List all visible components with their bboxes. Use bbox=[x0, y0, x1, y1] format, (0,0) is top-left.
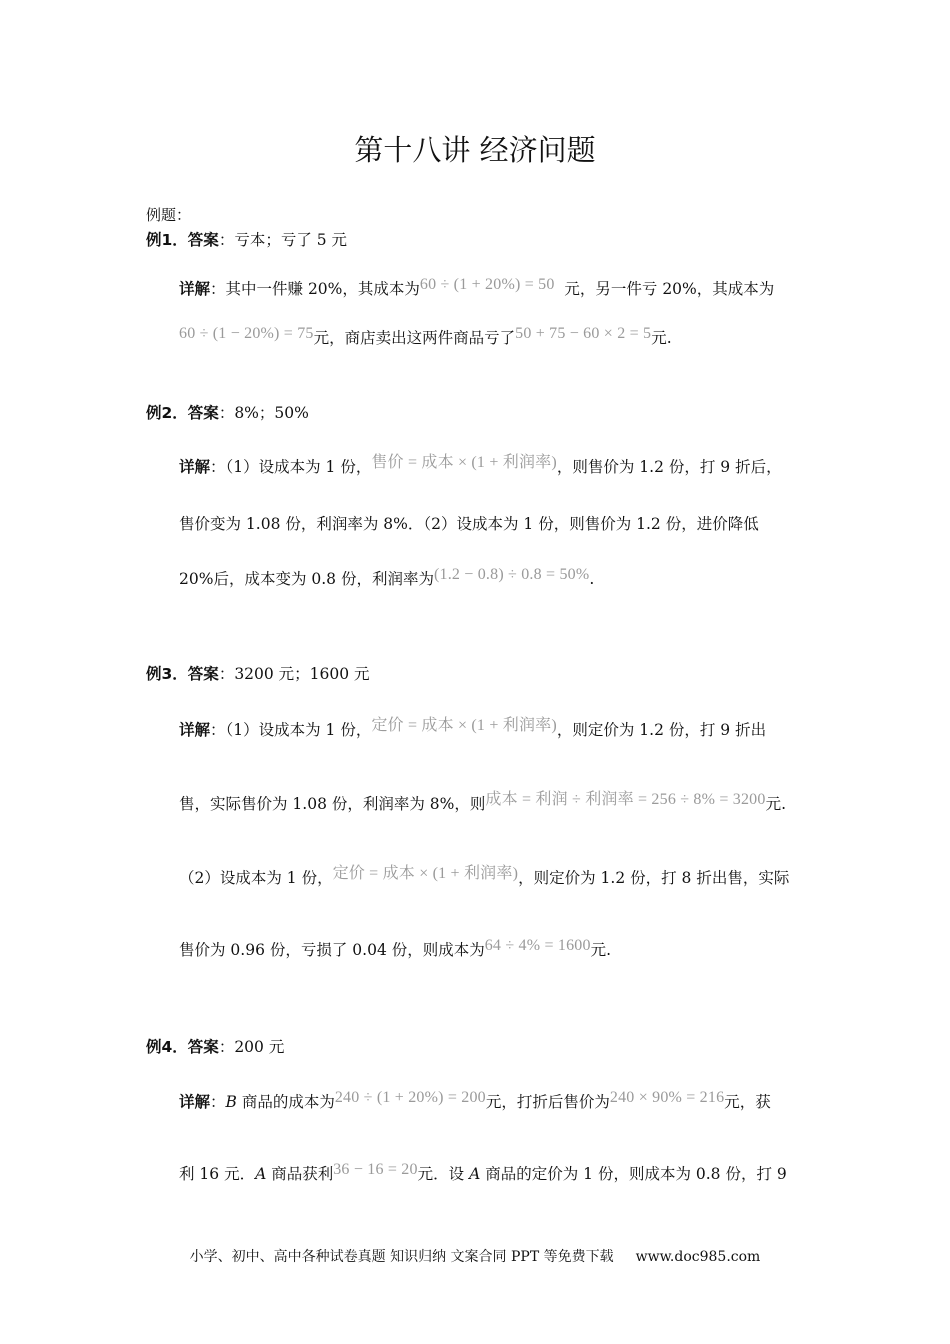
text: 元，商店卖出这两件商品亏了 bbox=[313, 329, 516, 347]
text: ，则售价为 1.2 份，打 9 折后， bbox=[556, 458, 782, 476]
variable: B bbox=[225, 1093, 237, 1111]
text: ：（1）设成本为 1 份， bbox=[210, 458, 372, 476]
text: ，则定价为 1.2 份，打 8 折出售，实际 bbox=[518, 869, 790, 887]
formula: 定价 = 成本 × (1 + 利润率) bbox=[332, 865, 519, 882]
detail-label: 详解 bbox=[179, 458, 211, 476]
example-2-detail-line-2: 售价变为 1.08 份，利润率为 8%．（2）设成本为 1 份，则售价为 1.2 份，进价降低 bbox=[179, 515, 759, 533]
example-1-answer bbox=[146, 228, 347, 250]
answer-text: ：亏本；亏了 5 元 bbox=[218, 231, 348, 249]
example-1-detail-line-2 bbox=[179, 326, 672, 348]
text: 商品的定价为 1 份，则成本为 0.8 份，打 9 bbox=[480, 1165, 787, 1183]
formula: 50 + 75 − 60 × 2 = 5 bbox=[515, 325, 652, 342]
answer-label: 答案 bbox=[187, 665, 219, 683]
formula: (1.2 − 0.8) ÷ 0.8 = 50% bbox=[433, 566, 590, 583]
text: ： bbox=[210, 1093, 226, 1111]
formula: 240 × 90% = 216 bbox=[609, 1089, 725, 1106]
example-3-answer bbox=[146, 662, 370, 684]
formula: 售价 = 成本 × (1 + 利润率) bbox=[371, 454, 557, 471]
example-4-answer bbox=[146, 1035, 284, 1057]
text: 元. bbox=[590, 941, 612, 959]
answer-label: 答案 bbox=[187, 1038, 219, 1056]
formula: 60 ÷ (1 + 20%) = 50 bbox=[419, 276, 555, 293]
example-3-detail-line-3 bbox=[179, 865, 789, 888]
variable: A bbox=[255, 1165, 267, 1183]
text: 利 16 元． bbox=[179, 1165, 256, 1183]
example-2-detail-line-3 bbox=[179, 567, 594, 589]
formula: 36 − 16 = 20 bbox=[333, 1161, 418, 1178]
example-3-detail-line-4 bbox=[179, 938, 611, 960]
footer-text: 小学、初中、高中各种试卷真题 知识归纳 文案合同 PPT 等免费下载 bbox=[189, 1249, 614, 1265]
text: ：（1）设成本为 1 份， bbox=[210, 721, 372, 739]
formula: 60 ÷ (1 − 20%) = 75 bbox=[179, 325, 314, 342]
detail-label: 详解 bbox=[179, 1093, 211, 1111]
text: 售，实际售价为 1.08 份，利润率为 8%，则 bbox=[179, 795, 486, 813]
answer-label: 答案 bbox=[187, 231, 219, 249]
footer bbox=[0, 1246, 950, 1266]
example-3-detail-line-2 bbox=[179, 791, 786, 814]
answer-text: ：3200 元；1600 元 bbox=[218, 665, 370, 683]
answer-text: ：200 元 bbox=[218, 1038, 285, 1056]
text: 商品获利 bbox=[266, 1165, 334, 1183]
formula: 成本 = 利润 ÷ 利润率 = 256 ÷ 8% = 3200 bbox=[485, 791, 766, 808]
text: 元，获 bbox=[724, 1093, 771, 1111]
example-3-detail-line-1 bbox=[179, 717, 766, 740]
text: . bbox=[589, 570, 595, 588]
text: 元. bbox=[651, 329, 672, 347]
answer-label: 答案 bbox=[187, 404, 219, 422]
text: 元，打折后售价为 bbox=[485, 1093, 610, 1111]
variable: A bbox=[469, 1165, 481, 1183]
section-label: 例题： bbox=[146, 206, 192, 224]
example-2-answer bbox=[146, 401, 309, 423]
page-title: 第十八讲 经济问题 bbox=[354, 133, 596, 167]
text: 商品的成本为 bbox=[236, 1093, 335, 1111]
text: 20%后，成本变为 0.8 份，利润率为 bbox=[179, 570, 434, 588]
text: ：其中一件赚 20%，其成本为 bbox=[210, 280, 420, 298]
text: ，则定价为 1.2 份，打 9 折出 bbox=[556, 721, 767, 739]
example-4-head: 例4． bbox=[146, 1038, 188, 1056]
example-1-head: 例1． bbox=[146, 231, 188, 249]
example-1-detail-line-1 bbox=[179, 277, 774, 299]
detail-label: 详解 bbox=[179, 280, 211, 298]
example-2-detail-line-1 bbox=[179, 454, 782, 477]
formula: 定价 = 成本 × (1 + 利润率) bbox=[371, 717, 557, 734]
answer-text: ：8%；50% bbox=[218, 404, 309, 422]
example-4-detail-line-1 bbox=[179, 1090, 771, 1112]
text: 元．设 bbox=[417, 1165, 470, 1183]
text: （2）设成本为 1 份， bbox=[179, 869, 333, 887]
detail-label: 详解 bbox=[179, 721, 211, 739]
formula: 240 ÷ (1 + 20%) = 200 bbox=[334, 1089, 486, 1106]
formula: 64 ÷ 4% = 1600 bbox=[484, 937, 591, 954]
text: 售价为 0.96 份，亏损了 0.04 份，则成本为 bbox=[179, 941, 485, 959]
example-4-detail-line-2 bbox=[179, 1162, 787, 1184]
example-3-head: 例3． bbox=[146, 665, 188, 683]
footer-link[interactable]: www.doc985.com bbox=[635, 1249, 761, 1265]
text: 元. bbox=[765, 795, 786, 813]
example-2-head: 例2． bbox=[146, 404, 188, 422]
text: 元，另一件亏 20%，其成本为 bbox=[564, 280, 775, 298]
